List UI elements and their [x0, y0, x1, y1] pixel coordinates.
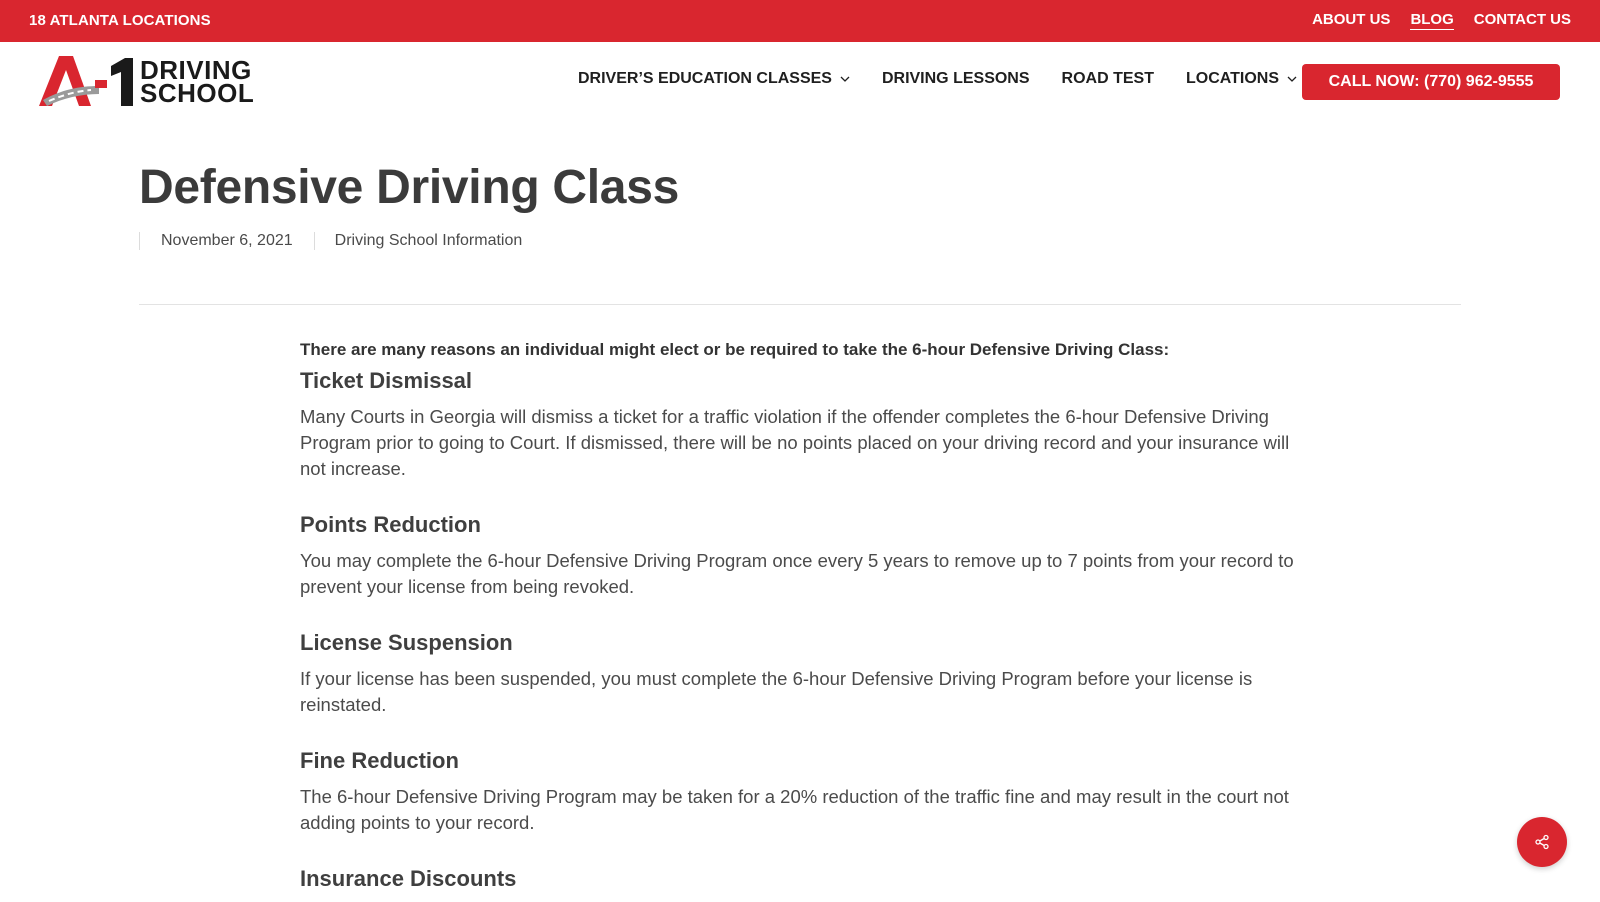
section-heading: Insurance Discounts	[300, 866, 517, 891]
share-icon	[1534, 834, 1550, 850]
section-heading: Points Reduction	[300, 512, 481, 537]
section-heading: License Suspension	[300, 630, 513, 655]
post-title: Defensive Driving Class	[139, 161, 679, 214]
nav-road-test[interactable]	[1062, 70, 1154, 88]
divider	[139, 304, 1461, 305]
share-button[interactable]	[1517, 817, 1567, 867]
section-text: You may complete the 6-hour Defensive Driving Program once every 5 years to remove up to 7 points from your record to prevent your license from being revoked.	[300, 550, 1294, 597]
post-meta	[139, 232, 522, 250]
section-heading: Ticket Dismissal	[300, 368, 473, 393]
nav-label: ROAD TEST	[1061, 70, 1154, 87]
nav-drivers-education[interactable]	[578, 70, 850, 88]
nav-driving-lessons[interactable]	[882, 70, 1030, 88]
main-nav	[578, 70, 1329, 88]
post-content	[300, 340, 1300, 902]
post-category-link[interactable]: Driving School Information	[334, 232, 523, 249]
nav-locations[interactable]	[1186, 70, 1297, 88]
top-links	[1312, 11, 1571, 30]
section-text: Many Courts in Georgia will dismiss a ticket for a traffic violation if the offender completes the 6-hour Defensive Driving Program prior to going to Court. If dismissed, there will be no points placed on your driving record and your insurance will not increase.	[300, 406, 1290, 479]
call-now-button[interactable]: CALL NOW: (770) 962-9555	[1302, 64, 1560, 100]
nav-label: LOCATIONS	[1185, 70, 1280, 87]
chevron-down-icon	[840, 74, 850, 84]
contact-us-link[interactable]: CONTACT US	[1473, 11, 1571, 28]
logo-mark-icon	[39, 56, 139, 108]
blog-link[interactable]: BLOG	[1410, 11, 1454, 28]
meta-divider	[314, 232, 315, 250]
top-bar	[0, 0, 1600, 42]
site-header	[0, 42, 1600, 126]
logo-text-driving: DRIVING	[140, 55, 252, 85]
logo[interactable]	[39, 56, 284, 108]
section-heading: Fine Reduction	[300, 748, 459, 773]
meta-divider	[139, 232, 140, 250]
section-text: The 6-hour Defensive Driving Program may be taken for a 20% reduction of the traffic fine and may result in the court not adding points to your record.	[300, 786, 1289, 833]
chevron-down-icon	[1287, 74, 1297, 84]
logo-wordmark	[140, 55, 255, 108]
locations-label[interactable]: 18 ATLANTA LOCATIONS	[29, 12, 211, 29]
about-us-link[interactable]: ABOUT US	[1312, 11, 1391, 28]
section-text: If your license has been suspended, you must complete the 6-hour Defensive Driving Program before your license is reinstated.	[300, 668, 1253, 715]
lead-paragraph: There are many reasons an individual might elect or be required to take the 6-hour Defensive Driving Class:	[300, 340, 1170, 359]
logo-text-school: SCHOOL	[140, 78, 255, 108]
nav-label: DRIVER’S EDUCATION CLASSES	[578, 70, 832, 87]
post-date: November 6, 2021	[161, 232, 293, 249]
nav-label: DRIVING LESSONS	[881, 70, 1030, 87]
